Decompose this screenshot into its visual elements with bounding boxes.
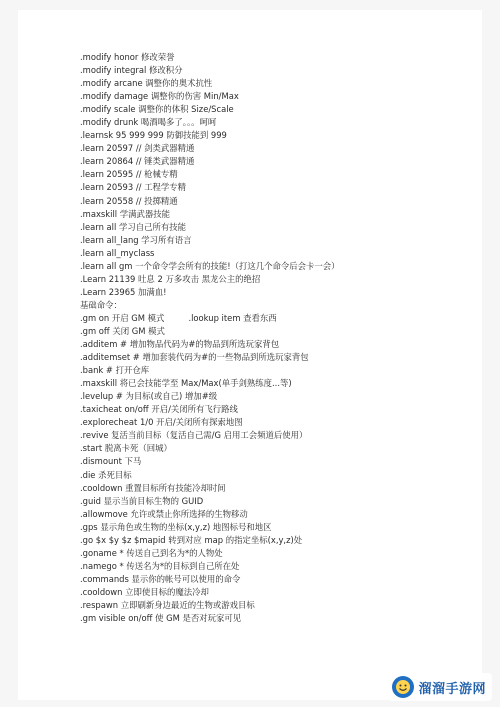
command-text: .cooldown 重置目标所有技能冷却时间 [80,482,226,493]
command-line [80,116,480,129]
command-text: .revive 复活当前目标（复活自己需/G 启用工会频道后使用） [80,430,308,441]
command-line [80,508,480,521]
logo-text: 溜溜手游网 [418,681,486,697]
command-text: .learnsk 95 999 999 防御技能到 999 [80,130,227,141]
command-line [80,612,480,625]
command-line [80,129,480,142]
command-list [80,51,480,625]
command-line [80,142,480,155]
command-line [80,560,480,573]
document-page [18,10,482,700]
command-line [80,469,480,482]
command-line [80,168,480,181]
command-line [80,534,480,547]
command-line [80,455,480,468]
command-text: .learn all_myclass [80,247,155,258]
command-text: .taxicheat on/off 开启/关闭所有飞行路线 [80,404,238,415]
command-line [80,260,480,273]
command-text-inline: .lookup item 查看东西 [188,312,277,323]
command-text: .bank # 打开仓库 [80,365,150,376]
command-text: .learn 20558 // 投掷精通 [80,195,178,206]
command-text: .namego * 传送名为*的目标到自己所在处 [80,560,240,571]
command-text: .Learn 23965 加满血! [80,286,167,297]
command-line [80,482,480,495]
command-line [80,390,480,403]
command-text: .gm off 关闭 GM 模式 [80,325,165,336]
command-text: .additem # 增加物品代码为#的物品到所选玩家背包 [80,339,280,350]
command-line [80,77,480,90]
command-line [80,364,480,377]
command-line [80,521,480,534]
command-line [80,586,480,599]
site-logo [388,673,492,701]
command-text: .learn all_lang 学习所有语言 [80,234,192,245]
command-line [80,312,480,325]
command-line [80,495,480,508]
command-line [80,416,480,429]
command-text: .learn 20597 // 剑类武器精通 [80,143,195,154]
command-line [80,338,480,351]
smiley-icon [392,676,414,698]
command-line [80,103,480,116]
command-text: .learn 20864 // 锤类武器精通 [80,156,195,167]
command-line [80,377,480,390]
command-text: .gm visible on/off 使 GM 是否对玩家可见 [80,613,242,624]
command-text: .start 脱离卡死（回城） [80,443,172,454]
command-text: .cooldown 立即使目标的魔法冷却 [80,586,209,597]
command-text: .die 杀死目标 [80,469,132,480]
command-text: .learn 20593 // 工程学专精 [80,182,187,193]
command-text: .modify integral 修改积分 [80,65,183,76]
command-line [80,234,480,247]
command-text: .dismount 下马 [80,456,142,467]
command-line [80,221,480,234]
command-text: .modify honor 修改荣誉 [80,52,175,62]
command-line [80,299,480,312]
command-text: .modify drunk 喝酒喝多了。。。呵呵 [80,117,217,128]
command-text: .learn all 学习自己所有技能 [80,221,186,232]
command-text: .modify arcane 调整你的奥术抗性 [80,78,213,89]
command-text: .gm on 开启 GM 模式 [80,312,165,323]
command-text: .maxskill 学满武器技能 [80,208,171,219]
command-line [80,403,480,416]
command-line [80,208,480,221]
command-line [80,351,480,364]
command-line [80,429,480,442]
command-text: .maxskill 将已会技能学至 Max/Max(单手剑熟练度...等) [80,378,292,389]
command-text: .levelup # 为目标(或自己) 增加#级 [80,391,218,402]
command-text: .learn all gm 一个命令学会所有的技能!（打这几个命令后会卡一会） [80,260,340,271]
command-text: .goname * 传送自己到名为*的人物处 [80,547,223,558]
command-text: .gps 显示角色或生物的坐标(x,y,z) 地图标号和地区 [80,521,272,532]
command-line [80,155,480,168]
command-text: .modify damage 调整你的伤害 Min/Max [80,91,239,102]
command-line [80,64,480,77]
command-text: .guid 显示当前目标生物的 GUID [80,495,204,506]
command-text: .additemset # 增加套装代码为#的一些物品到所选玩家背包 [80,352,309,363]
command-text: .modify scale 调整你的体积 Size/Scale [80,104,234,115]
command-line [80,51,480,64]
command-text: .allowmove 允许或禁止你所选择的生物移动 [80,508,248,519]
command-text: .respawn 立即刷新身边最近的生物或游戏目标 [80,599,255,610]
command-text: .go $x $y $z $mapid 转到对应 map 的指定坐标(x,y,z)处 [80,534,303,545]
command-text: .learn 20595 // 枪械专精 [80,169,178,180]
command-line [80,442,480,455]
command-text: 基础命令： [80,299,122,310]
command-line [80,273,480,286]
command-line [80,547,480,560]
command-line [80,286,480,299]
command-line [80,195,480,208]
command-line [80,247,480,260]
command-line [80,599,480,612]
command-text: .commands 显示你的帐号可以使用的命令 [80,573,241,584]
command-text: .Learn 21139 吐息 2 万多攻击 黑龙公主的绝招 [80,273,261,284]
command-line [80,325,480,338]
command-text: .explorecheat 1/0 开启/关闭所有探索地图 [80,417,243,428]
command-line [80,181,480,194]
command-line [80,573,480,586]
command-line [80,90,480,103]
